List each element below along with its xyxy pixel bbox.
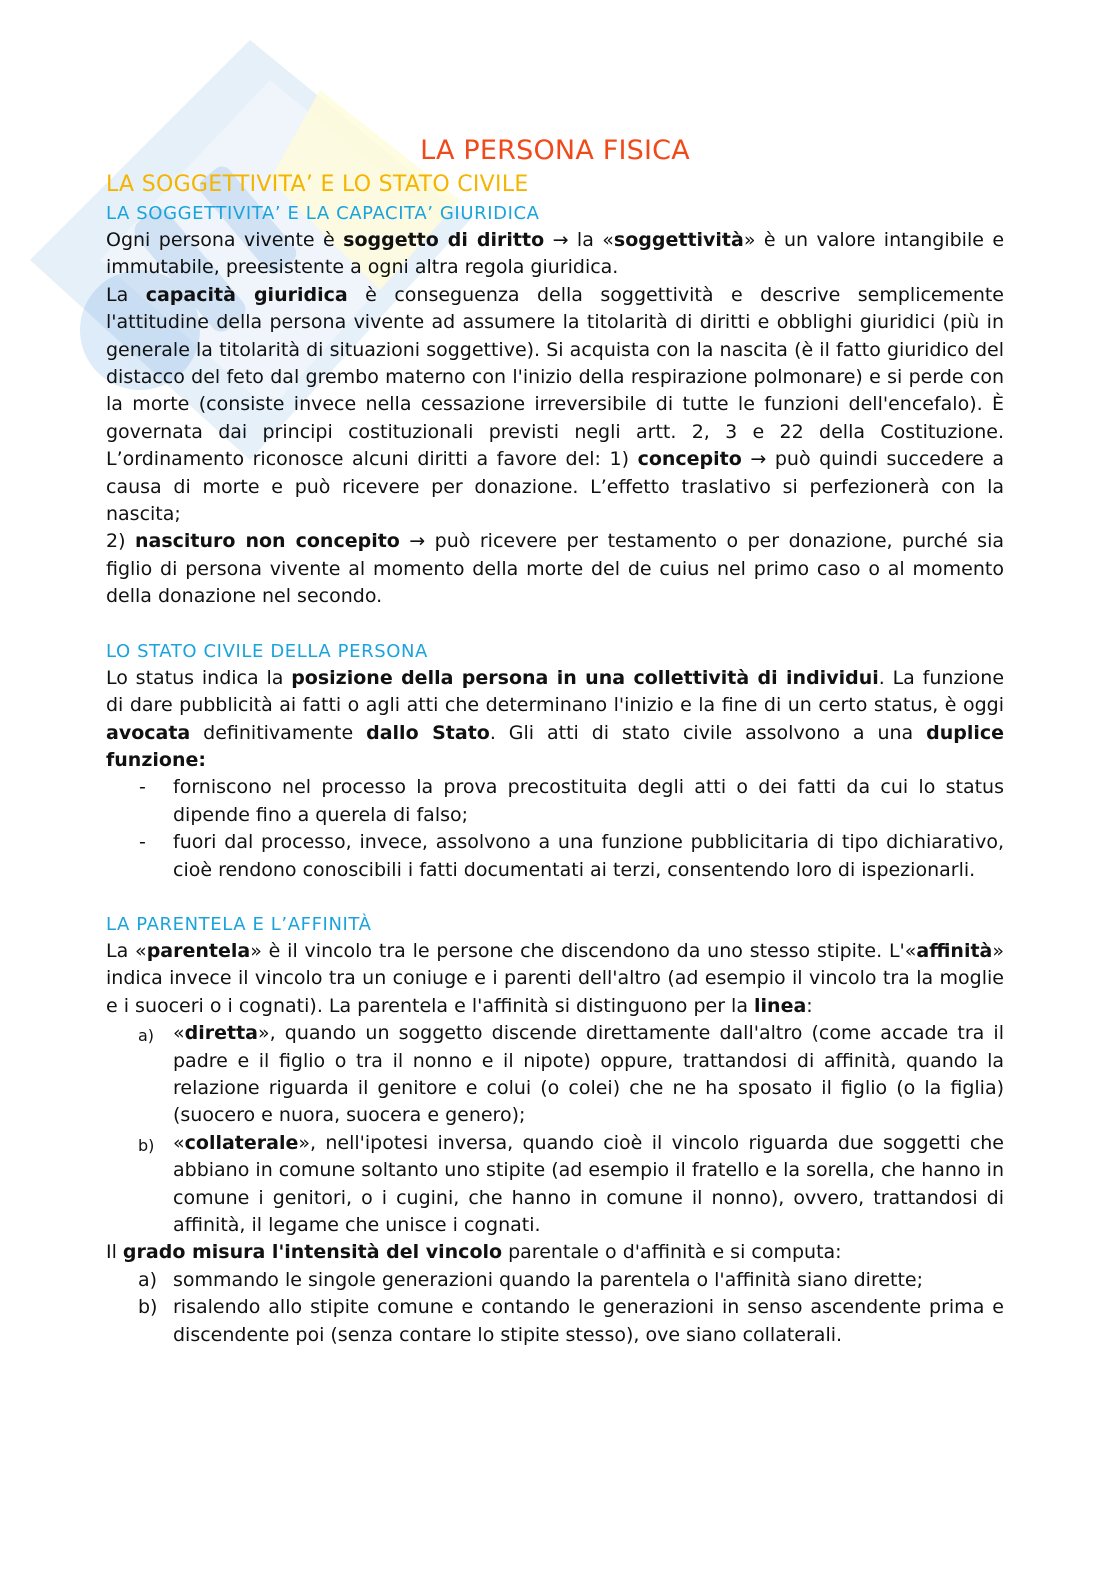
paragraph-nascituro: 2) nascituro non concepito → può ricevere per testamento o per donazione, purché sia figlio di persona vivente al momento della morte del de cuius nel primo caso o al momento della donazione nel secondo. <box>106 530 1004 608</box>
dash-bullet: - <box>139 831 146 854</box>
grado-list <box>106 1267 1004 1349</box>
paragraph-parentela: La «parentela» è il vincolo tra le persone che discendono da uno stesso stipite. L'«affinità» indica invece il vincolo tra un coniuge e i parenti dell'altro (ad esempio il vincolo tra la moglie e i suoceri o i cognati). La parentela e l'affinità si distinguono per la linea: <box>106 939 1004 1017</box>
list-marker: a) <box>138 1026 155 1046</box>
linea-list <box>106 1020 1004 1239</box>
paragraph-status: Lo status indica la posizione della persona in una collettività di individui. La funzione di dare pubblicità ai fatti o agli atti che determinano l'inizio e la fine di un certo status, è oggi avocata definitivamente dallo Stato. Gli atti di stato civile assolvono a una duplice funzione: <box>106 666 1005 771</box>
list-marker: a) <box>138 1268 158 1291</box>
subsection-heading-parentela: LA PARENTELA E L’AFFINITÀ <box>106 913 372 935</box>
section-heading: LA SOGGETTIVITA’ E LO STATO CIVILE <box>106 172 529 197</box>
paragraph-capacita-giuridica: La capacità giuridica è conseguenza della soggettività e descrive semplicemente l'attitudine della persona vivente ad assumere la titolarità di diritti e obblighi giuridici (più in generale la titolarità di situazioni soggettive). Si acquista con la nascita (è il fatto giuridico del distacco del feto dal grembo materno con l'inizio della respirazione polmonare) e si perde con la morte (consiste invece nella cessazione irreversibile di tutte le funzioni dell'encefalo). È governata dai principi costituzionali previsti negli artt. 2, 3 e 22 della Costituzione. L’ordinamento riconosce alcuni diritti a favore del: 1) concepito → può quindi succedere a causa di morte e può ricevere per donazione. L’effetto traslativo si perfezionerà con la nascita; <box>106 283 1004 526</box>
list-marker: b) <box>138 1135 155 1155</box>
subsection-heading-soggettivita: LA SOGGETTIVITA’ E LA CAPACITA’ GIURIDICA <box>106 203 540 224</box>
subsection-heading-stato-civile: LO STATO CIVILE DELLA PERSONA <box>106 640 428 662</box>
page-title: LA PERSONA FISICA <box>420 135 690 166</box>
paragraph-grado: Il grado misura l'intensità del vincolo parentale o d'affinità e si computa: <box>106 1241 842 1264</box>
list-marker: b) <box>138 1296 158 1319</box>
dash-bullet: - <box>139 776 146 799</box>
paragraph-soggettivita: Ogni persona vivente è soggetto di diritto → la «soggettività» è un valore intangibile e immutabile, preesistente a ogni altra regola giuridica. <box>106 229 1005 279</box>
list-item: b) «collaterale», nell'ipotesi inversa, quando cioè il vincolo riguarda due soggetti che abbiano in comune soltanto uno stipite (ad esempio il fratello e la sorella, che hanno in comune i genitori, o i cugini, che hanno in comune il nonno), ovvero, trattandosi di affinità, il legame che unisce i cognati. <box>138 1131 1004 1236</box>
arrow-icon: → <box>544 229 577 251</box>
list-item: a) «diretta», quando un soggetto discende direttamente dall'altro (come accade tra il padre e il figlio o tra il nonno e il nipote) oppure, trattandosi di affinità, quando la relazione riguarda il genitore e colui (o colei) che ne ha sposato il figlio (o la figlia) (suocero e nuora, suocera e genero); <box>138 1022 1004 1127</box>
funzioni-list <box>106 774 1004 884</box>
document-page <box>106 128 1004 1349</box>
list-item: b) risalendo allo stipite comune e contando le generazioni in senso ascendente prima e discendente poi (senza contare lo stipite stesso), ove siano collaterali. <box>138 1296 1004 1346</box>
list-item: a) sommando le singole generazioni quando la parentela o l'affinità siano dirette; <box>106 1267 1004 1294</box>
list-item: - fuori dal processo, invece, assolvono a una funzione pubblicitaria di tipo dichiarativo, cioè rendono conoscibili i fatti documentati ai terzi, consentendo loro di ispezionarli. <box>139 831 1004 881</box>
list-item: - forniscono nel processo la prova precostituita degli atti o dei fatti da cui lo status dipende fino a querela di falso; <box>139 776 1004 826</box>
